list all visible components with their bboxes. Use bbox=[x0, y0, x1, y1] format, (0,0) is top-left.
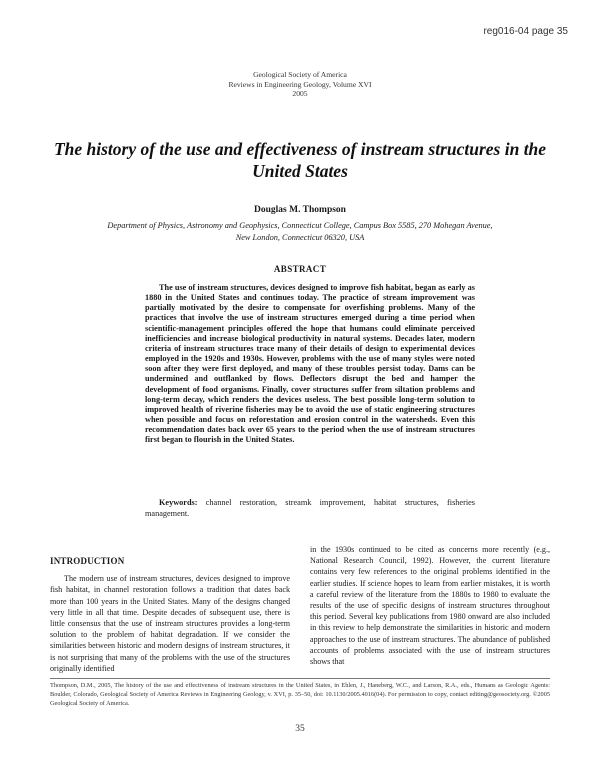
page-number: 35 bbox=[295, 724, 305, 734]
body-column-right bbox=[310, 544, 550, 667]
introduction-paragraph-right: in the 1930s continued to be cited as concerns more recently (e.g., National Research Council, 1992). However, the current literature contains very few references to the original problems identified in the earlier studies. If science hopes to learn from earlier mistakes, it is worth a careful review of the literature from the 1880s to 1980 to evaluate the results of the use of specific designs of instream structures throughout this period. Several key publications from 1980 onward are also included in this review to help demonstrate the similarities in historic and modern approaches to the use of instream structures. The abundance of published accounts of problems associated with the use of instream structures shows that bbox=[310, 545, 550, 667]
abstract-heading: ABSTRACT bbox=[273, 264, 327, 274]
series-year: 2005 bbox=[292, 89, 308, 98]
author-affiliation bbox=[60, 220, 540, 243]
affiliation-line-1: Department of Physics, Astronomy and Geophysics, Connecticut College, Campus Box 5585, 270 Mohegan Avenue, bbox=[107, 221, 493, 230]
article-title: The history of the use and effectiveness of instream structures in the United States bbox=[53, 139, 547, 181]
body-column-left bbox=[50, 556, 290, 674]
abstract-body: The use of instream structures, devices designed to improve fish habitat, began as early as 1880 in the United States and continues today. The practice of stream improvement was partially motivated by the desire to compensate for overfishing problems. Many of the practices that involve the use of instream structures emerged during a time period when scientific-management principles offered the hope that humans could eliminate perceived inefficiencies and increase biological productivity in natural systems. Decades later, modern criteria of instream structures trace many of their details of design to experimental devices employed in the 1920s and 1930s. However, problems with the use of many styles were noted soon after they were first deployed, and many of these troubles persist today. Dams can be undermined and outflanked by flows. Deflectors disrupt the bed and hamper the development of food organisms. Finally, cover structures suffer from siltation problems and long-term decay, which renders the devices useless. The best possible long-term solution to improved health of riverine fisheries may be to avoid the use of static engineering structures when possible and focus on reforestation and erosion control in the watersheds. Even this recommendation dates back over 65 years to the period when the use of instream structures first began to flourish in the United States. bbox=[145, 283, 475, 445]
citation-footnote: Thompson, D.M., 2005, The history of the use and effectiveness of instream structures in the United States, in Ehlen, J., Haneberg, W.C., and Larson, R.A., eds., Humans as Geologic Agents: Boulder, Colorado, Geological Society of America Reviews in Engineering Geology, v. XVI, p. 35–50, doi: 10.1130/2005.4016(04). For permission to copy, contact editing@geosociety.org. ©2005 Geological Society of America. bbox=[50, 682, 550, 707]
footer-divider bbox=[50, 678, 550, 679]
introduction-heading: INTRODUCTION bbox=[50, 556, 125, 566]
introduction-paragraph-left: The modern use of instream structures, devices designed to improve fish habitat, in channel restoration follows a tradition that dates back more than 100 years in the United States. Many of the designs changed very little in all that time. Despite decades of subsequent use, there is little consensus that the use of instream structures provides a long-term solution to the problem of habitat degradation. If we consider the similarities between historic and modern designs of instream structures, it is not surprising that many of the problems with the use of the structures originally identified bbox=[50, 574, 290, 673]
series-publisher: Geological Society of America bbox=[253, 70, 347, 79]
affiliation-line-2: New London, Connecticut 06320, USA bbox=[235, 232, 365, 242]
keywords-label: Keywords: bbox=[159, 498, 198, 507]
keywords bbox=[145, 497, 475, 519]
author-name: Douglas M. Thompson bbox=[254, 205, 346, 215]
keywords-list: channel restoration, streamk improvement, habitat structures, fisheries management. bbox=[145, 498, 475, 518]
page-identifier: reg016-04 page 35 bbox=[483, 26, 568, 37]
series-volume: Reviews in Engineering Geology, Volume XVI bbox=[228, 79, 372, 89]
series-header bbox=[0, 70, 600, 99]
